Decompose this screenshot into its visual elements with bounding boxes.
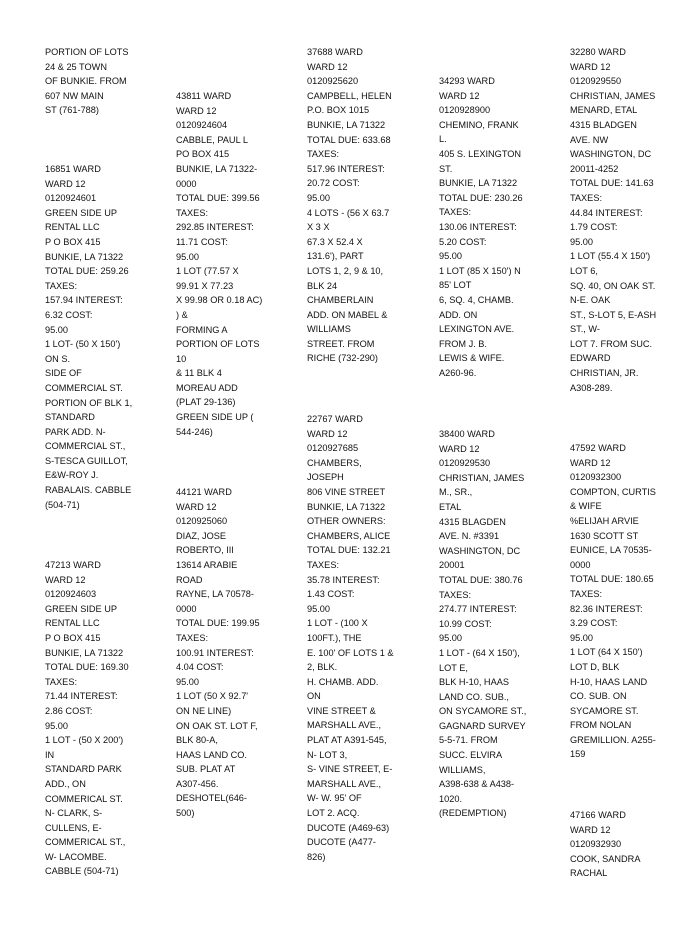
entry-line: 1 LOT (85 X 150') N [439,265,521,276]
entry-line: ON SYCAMORE ST., [439,706,527,717]
entry-line: N-E. OAK [570,295,611,306]
entry-line: 517.96 INTEREST: [307,163,385,174]
entry-line: 44121 WARD [176,487,232,497]
listing-entry [45,162,170,512]
entry-line: 11.71 COST: [176,236,228,247]
entry-line: WARD 12 [570,824,611,835]
entry-line: CULLENS, E- [45,822,102,833]
entry-line: MOREAU ADD [176,382,238,393]
entry-line: SYCAMORE ST. [570,705,639,716]
entry-line: CHRISTIAN, JAMES [439,472,525,483]
entry-line: WASHINGTON, DC [439,545,521,556]
entry-line: 2, BLK. [307,662,338,673]
entry-line: A398-638 & A438- [439,779,515,790]
entry-line: TOTAL DUE: 633.68 [307,134,391,145]
entry-line: JOSEPH [307,472,344,483]
entry-line: BUNKIE, LA 71322 [45,251,124,262]
entry-line: PLAT AT A391-545, [307,735,387,746]
entry-line: WARD 12 [439,90,480,101]
entry-line: 95.00 [439,633,462,644]
entry-line: TAXES: [570,192,602,203]
entry-line: P O BOX 415 [45,236,101,247]
entry-line: 1 LOT (50 X 92.7' [176,691,249,702]
entry-line: GREEN SIDE UP ( [176,412,254,423]
entry-line: CHRISTIAN, JR. [570,368,639,379]
entry-line: 0120925620 [307,76,359,87]
entry-line: ST., S-LOT 5, E-ASH [570,309,657,320]
entry-line: 4.04 COST: [176,662,224,673]
entry-line: E. 100' OF LOTS 1 & [307,647,394,658]
entry-line: 35.78 INTEREST: [307,574,380,585]
entry-line: WASHINGTON, DC [570,149,652,160]
entry-line: PO BOX 415 [176,149,230,160]
entry-line: 806 VINE STREET [307,486,386,497]
entry-line: DESHOTEL(646- [176,793,247,804]
entry-line: 1020. [439,793,462,804]
entry-line: 95.00 [439,251,462,262]
entry-line: H-10, HAAS LAND [570,676,648,687]
entry-line: 1 LOT - (50 X 200') [45,735,124,746]
entry-line: 10.99 COST: [439,618,492,629]
entry-line: FROM NOLAN [570,720,632,731]
entry-line: MENARD, ETAL [570,105,638,116]
entry-line: 43811 WARD [176,91,232,101]
entry-line: OTHER OWNERS: [307,516,386,527]
entry-line: 20.72 COST: [307,178,360,189]
entry-line: 100.91 INTEREST: [176,647,254,658]
entry-line: P O BOX 415 [45,632,101,643]
entry-line: TOTAL DUE: 380.76 [439,574,523,585]
listing-entry [176,89,301,439]
entry-line: CHRISTIAN, JAMES [570,90,656,101]
entry-line: RICHE (732-290) [307,353,378,364]
entry-line: %ELIJAH ARVIE [570,515,639,526]
entry-line: OF BUNKIE. FROM [45,76,127,87]
entry-line: BUNKIE, LA 71322 [307,501,386,512]
entry-line: LOT 7. FROM SUC. [570,338,653,349]
entry-line: COMMERICAL ST., [45,837,126,848]
entry-line: 0120924604 [176,120,228,131]
entry-line: 95.00 [45,324,68,335]
entry-line: N- CLARK, S- [45,808,103,819]
entry-line: WARD 12 [45,178,86,189]
entry-line: 0120928900 [439,105,491,116]
entry-line: 0000 [176,603,197,614]
entry-line: LOT 6, [570,265,598,276]
entry-line: TAXES: [45,280,77,291]
entry-line: 47592 WARD [570,443,626,453]
entry-line: TOTAL DUE: 132.21 [307,545,391,556]
entry-line: CO. SUB. ON [570,691,627,702]
entry-line: BUNKIE, LA 71322 [439,178,518,189]
entry-line: 292.85 INTEREST: [176,222,254,233]
entry-line: ROBERTO, III [176,545,234,556]
entry-line: 0120932300 [570,472,622,483]
entry-line: A260-96. [439,367,477,378]
entry-line: 1 LOT - (100 X [307,618,368,629]
entry-line: 1630 SCOTT ST [570,530,639,541]
listing-entry [45,558,170,879]
entry-line: SQ. 40, ON OAK ST. [570,280,656,291]
listing-entry [307,45,432,366]
entry-line: W- W. 95' OF [307,793,362,804]
entry-line: E&W-ROY J. [45,470,99,481]
entry-line: 6, SQ. 4, CHAMB. [439,294,514,305]
entry-line: WARD 12 [176,501,217,512]
entry-line: RAYNE, LA 70578- [176,589,254,600]
entry-line: TOTAL DUE: 180.65 [570,574,654,585]
entry-line: 20011-4252 [570,163,619,174]
entry-line: TAXES: [307,149,339,160]
entry-line: 100FT.), THE [307,632,362,643]
entry-line: ETAL [439,501,462,512]
entry-line: SIDE OF [45,368,82,379]
entry-line: EUNICE, LA 70535- [570,545,652,556]
entry-line: GREEN SIDE UP [45,603,117,614]
entry-line: COMMERICAL ST. [45,793,123,804]
entry-line: DIAZ, JOSE [176,530,227,541]
entry-line: BUNKIE, LA 71322 [45,647,124,658]
entry-line: CABBLE, PAUL L [176,134,249,145]
entry-line: L. [439,134,447,145]
entry-line: CABBLE (504-71) [45,866,119,877]
entry-line: 20001 [439,560,465,571]
entry-line: & WIFE [570,501,602,512]
entry-line: 95.00 [176,676,199,687]
entry-line: GREEN SIDE UP [45,207,117,218]
entry-line: TOTAL DUE: 199.95 [176,618,260,629]
entry-line: LOTS 1, 2, 9 & 10, [307,265,384,276]
entry-line: 0120925060 [176,516,228,527]
entry-line: LOT 2. ACQ. [307,808,360,819]
listing-entry [570,441,688,762]
entry-line: COMMERCIAL ST. [45,382,123,393]
entry-line: MARSHALL AVE., [307,778,382,789]
entry-line: CHEMINO, FRANK [439,119,519,130]
entry-line: 5.20 COST: [439,236,487,247]
entry-line: 82.36 INTEREST: [570,603,643,614]
entry-line: VINE STREET & [307,705,376,716]
entry-line: P.O. BOX 1015 [307,105,370,116]
entry-line: 5-5-71. FROM [439,735,498,746]
entry-line: RENTAL LLC [45,222,100,233]
entry-line: (504-71) [45,499,80,510]
entry-line: 1 LOT (64 X 150') [570,647,643,658]
entry-line: TAXES: [45,676,77,687]
entry-line: 0000 [176,178,197,189]
entry-line: STREET. FROM [307,338,375,349]
entry-line: ) & [176,309,188,320]
entry-line: PORTION OF LOTS [45,47,129,57]
entry-line: CAMPBELL, HELEN [307,90,392,101]
listing-entry [570,808,688,881]
entry-line: ST. [439,163,453,174]
entry-line: 4 LOTS - (56 X 63.7 [307,207,390,218]
entry-line: PORTION OF LOTS [176,339,260,350]
entry-line: PORTION OF BLK 1, [45,397,133,408]
entry-line: 0000 [570,559,591,570]
entry-line: EDWARD [570,353,611,364]
entry-line: ON [307,691,321,702]
entry-line: 22767 WARD [307,414,363,424]
entry-line: COMMERCIAL ST., [45,441,126,452]
entry-line: DUCOTE (A477- [307,837,376,848]
entry-line: 544-246) [176,426,213,437]
entry-line: 32280 WARD [570,47,626,57]
entry-line: M., SR., [439,487,473,498]
entry-line: 47166 WARD [570,810,626,820]
entry-line: 1 LOT- (50 X 150') [45,339,121,350]
entry-line: A307-456. [176,778,219,789]
entry-line: 10 [176,353,187,364]
entry-line: WARD 12 [45,574,86,585]
entry-line: 44.84 INTEREST: [570,207,643,218]
entry-line: LEWIS & WIFE. [439,353,505,364]
entry-line: 274.77 INTEREST: [439,604,517,615]
entry-line: 95.00 [307,603,330,614]
entry-line: 0120924601 [45,193,97,204]
entry-line: ROAD [176,574,203,585]
entry-line: 6.32 COST: [45,309,93,320]
entry-line: ON S. [45,353,71,364]
entry-line: 71.44 INTEREST: [45,691,118,702]
entry-line: (REDEMPTION) [439,808,507,819]
entry-line: X 99.98 OR 0.18 AC) [176,295,263,306]
entry-line: ON OAK ST. LOT F, [176,720,258,731]
entry-line: 1 LOT - (64 X 150'), [439,647,520,658]
entry-line: CHAMBERLAIN [307,295,374,306]
entry-line: AVE. N. #3391 [439,531,500,542]
entry-line: 37688 WARD [307,47,363,57]
listing-entry [176,485,301,821]
listing-entry [439,74,564,380]
entry-line: 95.00 [45,720,68,731]
entry-line: COOK, SANDRA [570,853,641,864]
entry-line: 0120924603 [45,589,97,600]
entry-line: 1.43 COST: [307,589,355,600]
entry-line: AVE. NW [570,134,609,145]
entry-line: W- LACOMBE. [45,851,107,862]
entry-line: RENTAL LLC [45,618,100,629]
entry-line: BUNKIE, LA 71322- [176,163,258,174]
entry-line: 159 [570,749,586,760]
entry-line: STANDARD PARK [45,764,122,775]
entry-line: S-TESCA GUILLOT, [45,455,128,466]
entry-line: 95.00 [176,251,199,262]
entry-line: 131.6'), PART [307,251,364,262]
entry-line: 95.00 [307,192,330,203]
entry-line: 826) [307,851,326,862]
entry-line: TOTAL DUE: 169.30 [45,662,129,673]
entry-line: GAGNARD SURVEY [439,720,526,731]
entry-line: SUB. PLAT AT [176,764,236,775]
entry-line: 95.00 [570,236,593,247]
listing-entry [570,45,688,395]
entry-line: 13614 ARABIE [176,559,238,570]
entry-line: GREMILLION. A255- [570,734,656,745]
entry-line: WILLIAMS, [439,764,486,775]
entry-line: MARSHALL AVE., [307,720,382,731]
entry-line: SUCC. ELVIRA [439,750,503,761]
entry-line: WARD 12 [307,61,348,72]
entry-line: N- LOT 3, [307,749,348,760]
entry-line: RABALAIS. CABBLE [45,485,132,496]
entry-line: LAND CO. SUB., [439,691,509,702]
entry-line: 1.79 COST: [570,222,618,233]
entry-line: IN [45,749,55,760]
entry-line: 607 NW MAIN [45,90,104,101]
entry-line: 16851 WARD [45,164,101,174]
entry-line: 3.29 COST: [570,618,618,629]
entry-line: 157.94 INTEREST: [45,295,123,306]
listing-entry [307,412,432,864]
listing-entry [439,427,564,821]
entry-line: DUCOTE (A469-63) [307,822,390,833]
entry-line: BUNKIE, LA 71322 [307,119,386,130]
entry-line: HAAS LAND CO. [176,749,247,760]
entry-line: TAXES: [176,207,208,218]
entry-line: 2.86 COST: [45,705,93,716]
entry-line: 95.00 [570,632,593,643]
entry-line: H. CHAMB. ADD. [307,676,379,687]
entry-line: 130.06 INTEREST: [439,221,517,232]
entry-line: WARD 12 [439,443,480,454]
entry-line: ON NE LINE) [176,705,232,716]
entry-line: 34293 WARD [439,76,495,86]
entry-line: TOTAL DUE: 230.26 [439,192,523,203]
entry-line: CHAMBERS, [307,457,362,468]
entry-line: TAXES: [307,559,339,570]
entry-line: 500) [176,808,195,819]
entry-line: FORMING A [176,324,228,335]
entry-line: TAXES: [439,589,471,600]
entry-line: TAXES: [176,632,208,643]
entry-line: 1 LOT (55.4 X 150') [570,251,651,262]
entry-line: WARD 12 [307,428,348,439]
entry-line: (PLAT 29-136) [176,397,236,408]
entry-line: ADD., ON [45,778,86,789]
entry-line: TAXES: [570,588,602,599]
entry-line: WARD 12 [176,105,217,116]
entry-line: ST., W- [570,324,600,335]
entry-line: 24 & 25 TOWN [45,61,107,72]
listing-entry [45,45,170,118]
entry-line: TOTAL DUE: 399.56 [176,193,260,204]
entry-line: TOTAL DUE: 141.63 [570,178,654,189]
entry-line: 0120929530 [439,458,491,469]
entry-line: 67.3 X 52.4 X [307,236,363,247]
entry-line: COMPTON, CURTIS [570,486,656,497]
entry-line: PARK ADD. N- [45,426,106,437]
entry-line: 4315 BLAGDEN [439,516,506,527]
entry-line: STANDARD [45,412,95,423]
entry-line: ADD. ON MABEL & [307,309,388,320]
entry-line: 85' LOT [439,280,472,291]
entry-line: 1 LOT (77.57 X [176,266,239,277]
entry-line: CHAMBERS, ALICE [307,530,391,541]
entry-line: 99.91 X 77.23 [176,280,234,291]
entry-line: WARD 12 [570,61,611,72]
entry-line: RACHAL [570,868,608,879]
entry-line: S- VINE STREET, E- [307,764,393,775]
entry-line: 405 S. LEXINGTON [439,148,522,159]
entry-line: X 3 X [307,222,330,233]
entry-line: ADD. ON [439,309,478,320]
entry-line: 38400 WARD [439,429,495,439]
entry-line: LOT E, [439,662,468,673]
entry-line: BLK H-10, HAAS [439,677,509,688]
entry-line: 4315 BLADGEN [570,119,637,130]
entry-line: BLK 80-A, [176,735,218,746]
entry-line: FROM J. B. [439,338,487,349]
entry-line: TAXES: [439,207,471,218]
entry-line: WILLIAMS [307,324,351,335]
entry-line: LOT D, BLK [570,661,620,672]
entry-line: LEXINGTON AVE. [439,324,515,335]
entry-line: 0120927685 [307,443,359,454]
entry-line: A308-289. [570,382,613,393]
entry-line: ST (761-788) [45,105,99,116]
entry-line: 0120932930 [570,839,622,850]
entry-line: WARD 12 [570,457,611,468]
entry-line: & 11 BLK 4 [176,368,222,379]
entry-line: TOTAL DUE: 259.26 [45,266,129,277]
entry-line: BLK 24 [307,280,338,291]
entry-line: 47213 WARD [45,560,101,570]
entry-line: 0120929550 [570,76,622,87]
